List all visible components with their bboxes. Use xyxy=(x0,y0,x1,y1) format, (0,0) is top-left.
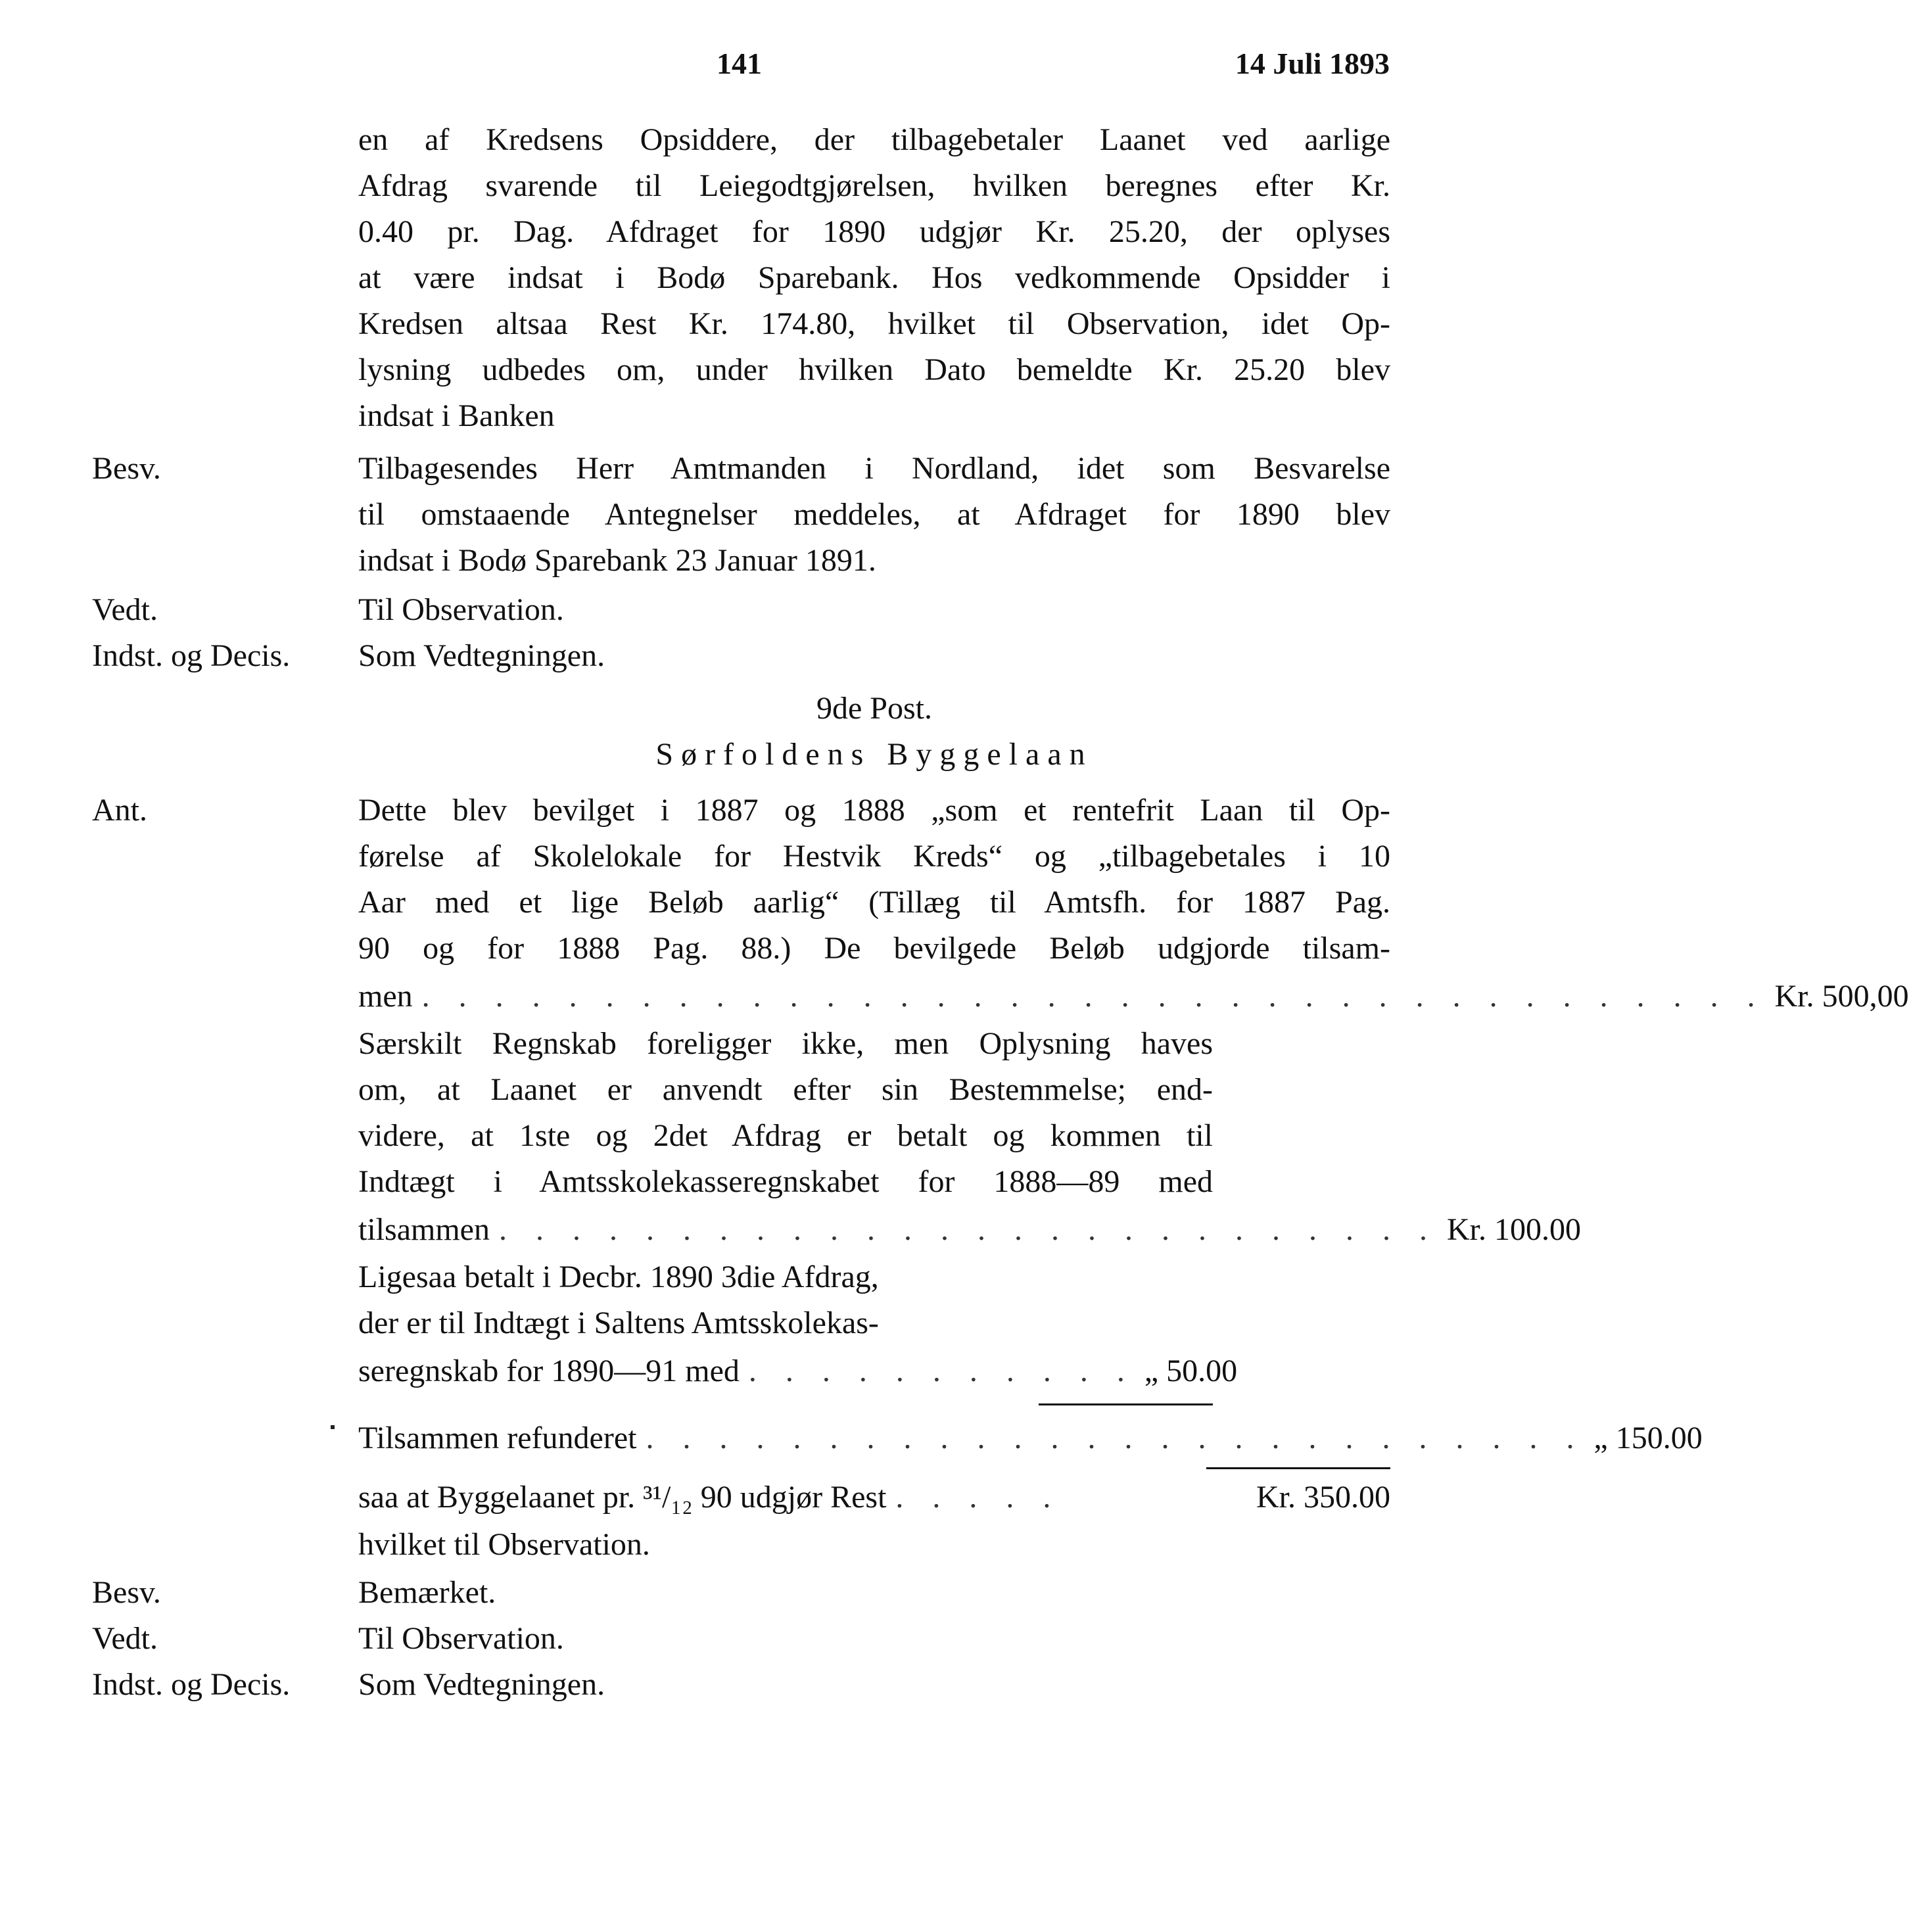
header-date: 14 Juli 1893 xyxy=(1235,47,1390,80)
ant-line-4: 90 og for 1888 Pag. 88.) De bevilgede Beløb udgjorde tilsam- xyxy=(358,931,1390,966)
ant-sub2-line-1: Ligesaa betalt i Decbr. 1890 3die Afdrag, xyxy=(358,1260,879,1294)
ant-sub-line-3: videre, at 1ste og 2det Afdrag er betalt og kommen til xyxy=(358,1118,1213,1153)
section-post: 9de Post. xyxy=(816,691,932,726)
leader-dots: . . . . . . . . . . . . . . . . . . . . . . . . . . xyxy=(498,1212,1438,1247)
ant-refund-label: Tilsammen refunderet xyxy=(358,1421,637,1455)
ant-tilsammen-row xyxy=(358,1212,1581,1248)
ant-line-3: Aar med et lige Beløb aarlig“ (Tillæg til Amtsfh. for 1887 Pag. xyxy=(358,885,1390,920)
ant-rest-label: saa at Byggelaanet pr. ³¹/₁₂ 90 udgjør Rest xyxy=(358,1480,887,1515)
leader-dots: . . . . . . . . . . . . . . . . . . . . . . . . . . xyxy=(646,1421,1585,1455)
ant-observation: hvilket til Observation. xyxy=(358,1527,650,1562)
ant-seregn-label: seregnskab for 1890—91 med xyxy=(358,1354,740,1388)
ant-seregn-row xyxy=(358,1353,1238,1389)
besv1-line-2: til omstaaende Antegnelser meddeles, at Afdraget for 1890 blev xyxy=(358,497,1390,532)
ant-refund-amount: „ 150.00 xyxy=(1593,1421,1703,1455)
margin-label-indst: Indst. og Decis. xyxy=(92,638,291,673)
indst2-text: Som Vedtegningen. xyxy=(358,1667,605,1702)
ant-tilsammen-amount: Kr. 100.00 xyxy=(1446,1212,1581,1247)
margin-label-besv-2: Besv. xyxy=(92,1575,161,1610)
ant-sub-line-4: Indtægt i Amtsskolekasseregnskabet for 1888—89 med xyxy=(358,1164,1213,1199)
indst1-text: Som Vedtegningen. xyxy=(358,638,605,673)
ant-sub2-line-2: der er til Indtægt i Saltens Amtsskolekas- xyxy=(358,1306,879,1340)
ant-men-label: men xyxy=(358,979,413,1014)
para1-line-6: lysning udbedes om, under hvilken Dato bemeldte Kr. 25.20 blev xyxy=(358,352,1390,387)
para1-line-1: en af Kredsens Opsiddere, der tilbagebetaler Laanet ved aarlige xyxy=(358,122,1390,157)
margin-label-vedt-2: Vedt. xyxy=(92,1621,158,1656)
page-number: 141 xyxy=(717,47,762,80)
ant-refund-row xyxy=(358,1420,1703,1456)
margin-label-indst-2: Indst. og Decis. xyxy=(92,1667,291,1702)
ant-men-row xyxy=(358,978,1909,1014)
vedt1-text: Til Observation. xyxy=(358,592,564,627)
ant-line-2: førelse af Skolelokale for Hestvik Kreds“ og „tilbagebetales i 10 xyxy=(358,839,1390,874)
para1-line-4: at være indsat i Bodø Sparebank. Hos vedkommende Opsidder i xyxy=(358,260,1390,295)
margin-label-vedt: Vedt. xyxy=(92,592,158,627)
margin-label-besv: Besv. xyxy=(92,451,161,486)
ant-rest-row xyxy=(358,1479,1390,1515)
ant-men-amount: Kr. 500,00 xyxy=(1774,979,1909,1014)
para1-line-5: Kredsen altsaa Rest Kr. 174.80, hvilket til Observation, idet Op- xyxy=(358,306,1390,341)
subtotal-rule xyxy=(1039,1403,1213,1405)
section-title: Sørfoldens Byggelaan xyxy=(655,737,1093,772)
para1-line-2: Afdrag svarende til Leiegodtgjørelsen, hvilken beregnes efter Kr. xyxy=(358,168,1390,203)
margin-tick-mark xyxy=(331,1425,335,1429)
leader-dots: . . . . . . . . . . . xyxy=(748,1354,1135,1388)
besv2-text: Bemærket. xyxy=(358,1575,496,1610)
besv1-line-1: Tilbagesendes Herr Amtmanden i Nordland, idet som Besvarelse xyxy=(358,451,1390,486)
vedt2-text: Til Observation. xyxy=(358,1621,564,1656)
leader-dots: . . . . . . . . . . . . . . . . . . . . . . . . . . . . . . . . . . . . . xyxy=(421,979,1766,1014)
ant-rest-amount: Kr. 350.00 xyxy=(1256,1480,1390,1515)
ant-seregn-amount: „ 50.00 xyxy=(1144,1354,1238,1388)
ant-sub-line-2: om, at Laanet er anvendt efter sin Bestemmelse; end- xyxy=(358,1072,1213,1107)
margin-label-ant: Ant. xyxy=(92,793,147,828)
total-rule xyxy=(1206,1467,1390,1469)
ant-sub-line-1: Særskilt Regnskab foreligger ikke, men Oplysning haves xyxy=(358,1026,1213,1061)
ant-tilsammen-label: tilsammen xyxy=(358,1212,490,1247)
besv1-line-3: indsat i Bodø Sparebank 23 Januar 1891. xyxy=(358,543,876,578)
para1-line-3: 0.40 pr. Dag. Afdraget for 1890 udgjør Kr. 25.20, der oplyses xyxy=(358,214,1390,249)
ant-line-1: Dette blev bevilget i 1887 og 1888 „som et rentefrit Laan til Op- xyxy=(358,793,1390,828)
para1-line-7: indsat i Banken xyxy=(358,398,555,433)
leader-dots: . . . . . xyxy=(895,1480,1062,1515)
